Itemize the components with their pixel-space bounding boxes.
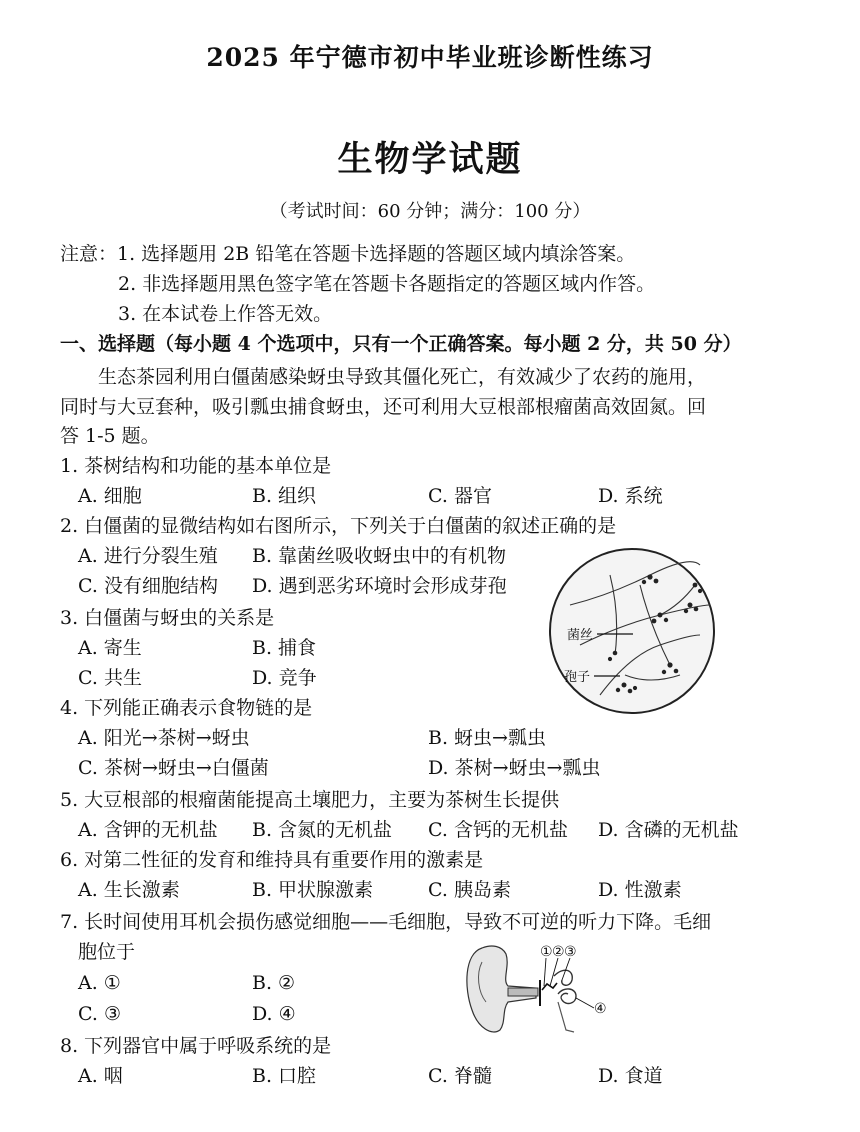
ear-label-3: ③ [564,944,577,960]
exam-info: （考试时间：60 分钟；满分：100 分） [269,201,591,222]
question-7-stem-line-2: 胞位于 [78,941,136,963]
subject-title: 生物学试题 [337,139,523,180]
q3-option-c: C. 共生 [78,667,142,689]
q1-option-a: A. 细胞 [78,485,142,507]
q4-option-c: C. 茶树→蚜虫→白僵菌 [78,757,269,779]
question-5-stem: 5. 大豆根部的根瘤菌能提高土壤肥力，主要为茶树生长提供 [60,789,560,811]
q1-option-c: C. 器官 [428,485,492,507]
q4-option-d: D. 茶树→蚜虫→瓢虫 [428,757,601,779]
note-2: 2. 非选择题用黑色签字笔在答题卡各题指定的答题区域内作答。 [118,273,656,295]
question-1-stem: 1. 茶树结构和功能的基本单位是 [60,455,332,477]
ear-label-4: ④ [594,1001,607,1017]
intro-line-1: 生态茶园利用白僵菌感染蚜虫导致其僵化死亡，有效减少了农药的施用， [98,366,707,388]
q2-option-c: C. 没有细胞结构 [78,575,218,597]
question-3-stem: 3. 白僵菌与蚜虫的关系是 [60,607,275,629]
q5-option-d: D. 含磷的无机盐 [598,819,739,841]
question-4-stem: 4. 下列能正确表示食物链的是 [60,697,313,719]
question-6-stem: 6. 对第二性征的发育和维持具有重要作用的激素是 [60,849,484,871]
q3-option-a: A. 寄生 [78,637,142,659]
spore-label: 孢子 [564,670,591,685]
q5-option-c: C. 含钙的无机盐 [428,819,568,841]
intro-line-3: 答 1-5 题。 [60,425,160,447]
fungus-microscope-figure [540,545,720,720]
q7-option-c: C. ③ [78,1003,121,1025]
q8-option-b: B. 口腔 [252,1065,317,1087]
q3-option-b: B. 捕食 [252,637,317,659]
q1-option-d: D. 系统 [598,485,663,507]
q6-option-a: A. 生长激素 [78,879,180,901]
q2-option-a: A. 进行分裂生殖 [78,545,218,567]
q7-option-d: D. ④ [252,1003,296,1025]
q6-option-b: B. 甲状腺激素 [252,879,374,901]
q2-option-d: D. 遇到恶劣环境时会形成芽孢 [252,575,507,597]
ear-anatomy-figure [462,940,622,1040]
q4-option-a: A. 阳光→茶树→蚜虫 [78,727,250,749]
q7-option-a: A. ① [78,972,121,994]
q8-option-c: C. 脊髓 [428,1065,492,1087]
q4-option-b: B. 蚜虫→瓢虫 [428,727,546,749]
q5-option-b: B. 含氮的无机盐 [252,819,393,841]
q1-option-b: B. 组织 [252,485,317,507]
ear-label-2: ② [552,944,565,960]
note-1: 注意：1. 选择题用 2B 铅笔在答题卡选择题的答题区域内填涂答案。 [60,243,636,265]
note-3: 3. 在本试卷上作答无效。 [118,303,333,325]
question-8-stem: 8. 下列器官中属于呼吸系统的是 [60,1035,332,1057]
q3-option-d: D. 竞争 [252,667,317,689]
q8-option-a: A. 咽 [78,1065,123,1087]
q7-option-b: B. ② [252,972,296,994]
intro-line-2: 同时与大豆套种，吸引瓢虫捕食蚜虫，还可利用大豆根部根瘤菌高效固氮。回 [60,396,707,418]
section-title: 一、选择题（每小题 4 个选项中，只有一个正确答案。每小题 2 分，共 50 分） [60,333,742,355]
question-7-stem-line-1: 7. 长时间使用耳机会损伤感觉细胞——毛细胞，导致不可逆的听力下降。毛细 [60,911,712,933]
ear-label-1: ① [540,944,553,960]
q2-option-b: B. 靠菌丝吸收蚜虫中的有机物 [252,545,507,567]
question-2-stem: 2. 白僵菌的显微结构如右图所示，下列关于白僵菌的叙述正确的是 [60,515,617,537]
q5-option-a: A. 含钾的无机盐 [78,819,218,841]
hyphae-label: 菌丝 [567,628,594,643]
exam-title: 2025 年宁德市初中毕业班诊断性练习 [206,43,654,72]
q6-option-d: D. 性激素 [598,879,682,901]
q8-option-d: D. 食道 [598,1065,663,1087]
q6-option-c: C. 胰岛素 [428,879,511,901]
